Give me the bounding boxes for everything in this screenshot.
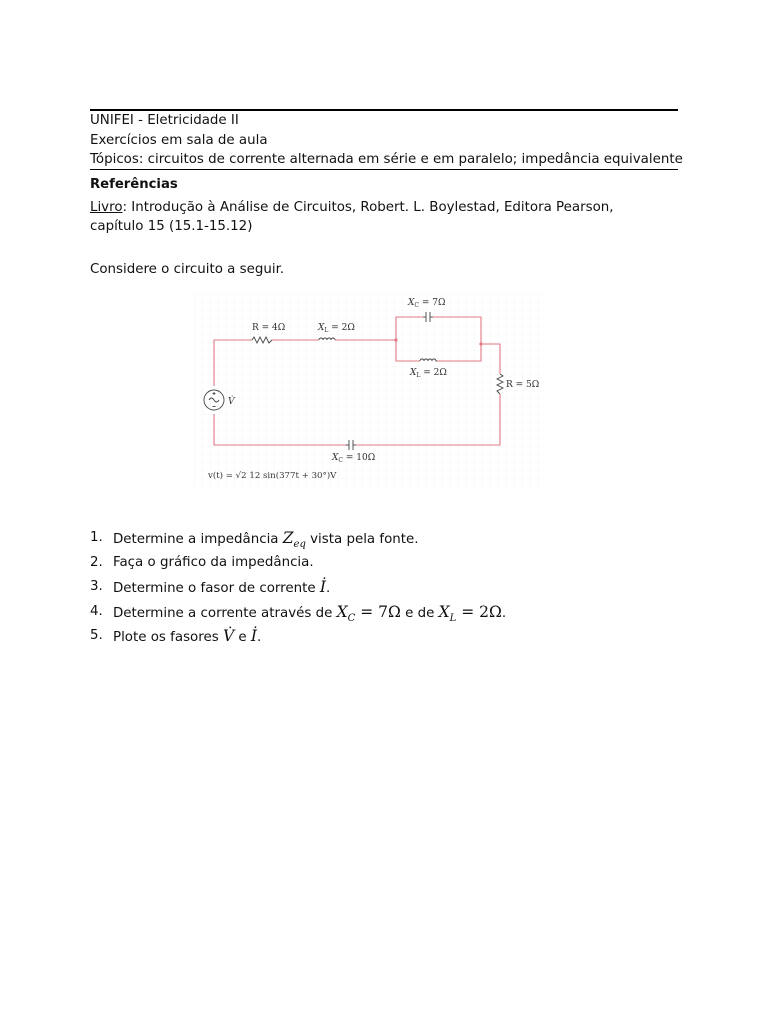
label-xc10: $X_C = 10\Omega$ xyxy=(332,453,376,464)
node-left xyxy=(394,338,397,341)
source-equation: v(t) = √2 12 sin(377t + 30°)V xyxy=(208,471,337,481)
book-label: Livro xyxy=(90,200,123,215)
math-voltage-phasor: V̇ xyxy=(222,627,235,645)
circuit-diagram xyxy=(194,294,544,486)
document-page: UNIFEI - Eletricidade II Exercícios em sala de aula Tópicos: circuitos de corrente alternada em série e em paralelo; impedância equivalente Referências Livro: Introdução à Análise de Circuitos, Robert. L. Boylestad, Editora Pearson, capítulo 15 (15.1-15.12) Considere o circuito a seguir. R = 4Ω $X_L = 2\Omega$ $X_C = 7\Omega$ $X_L = 2\Omega$ R = 5Ω $X_C = 10\Omega$ V̇ v(t) = √2 12 sin(377t + 30°)V 1. Determine a impedância $Z_{eq}$ vista pela fonte. 2. Faça o gráfico da impedância. 3. Determine o fasor de corrente İ. 4. Determine a corrente através de $X_C = 7\Omega$ e de $X_L = 2\Omega$. 5. Plote os fasores V̇ e İ. xyxy=(90,0,678,1024)
label-xc7: $X_C = 7\Omega$ xyxy=(408,298,446,309)
label-source-voltage: V̇ xyxy=(228,397,235,407)
math-xc7: $X_C = 7\Omega$ xyxy=(336,602,401,624)
book-citation: : Introdução à Análise de Circuitos, Robert. L. Boylestad, Editora Pearson, capítulo 15 (15.1-15.12) xyxy=(90,200,614,234)
intro-sentence: Considere o circuito a seguir. xyxy=(90,262,285,277)
math-xl2: $X_L = 2\Omega$ xyxy=(438,602,502,624)
references-book xyxy=(90,198,670,236)
node-right xyxy=(479,342,482,345)
topics-line: Tópicos: circuitos de corrente alternada em série e em paralelo; impedância equivalente xyxy=(90,152,683,167)
label-xl-series: $X_L = 2\Omega$ xyxy=(318,323,355,334)
exercise-subtitle: Exercícios em sala de aula xyxy=(90,133,268,148)
math-current-phasor: İ xyxy=(250,627,258,645)
label-r4: R = 4Ω xyxy=(252,323,286,333)
course-title: UNIFEI - Eletricidade II xyxy=(90,113,239,128)
header-bottom-rule xyxy=(90,169,678,170)
label-xl-parallel: $X_L = 2\Omega$ xyxy=(410,368,447,379)
references-heading: Referências xyxy=(90,177,178,192)
label-r5: R = 5Ω xyxy=(506,380,540,390)
math-current-phasor: İ xyxy=(319,578,326,596)
math-zeq: $Z_{eq}$ xyxy=(282,529,306,550)
